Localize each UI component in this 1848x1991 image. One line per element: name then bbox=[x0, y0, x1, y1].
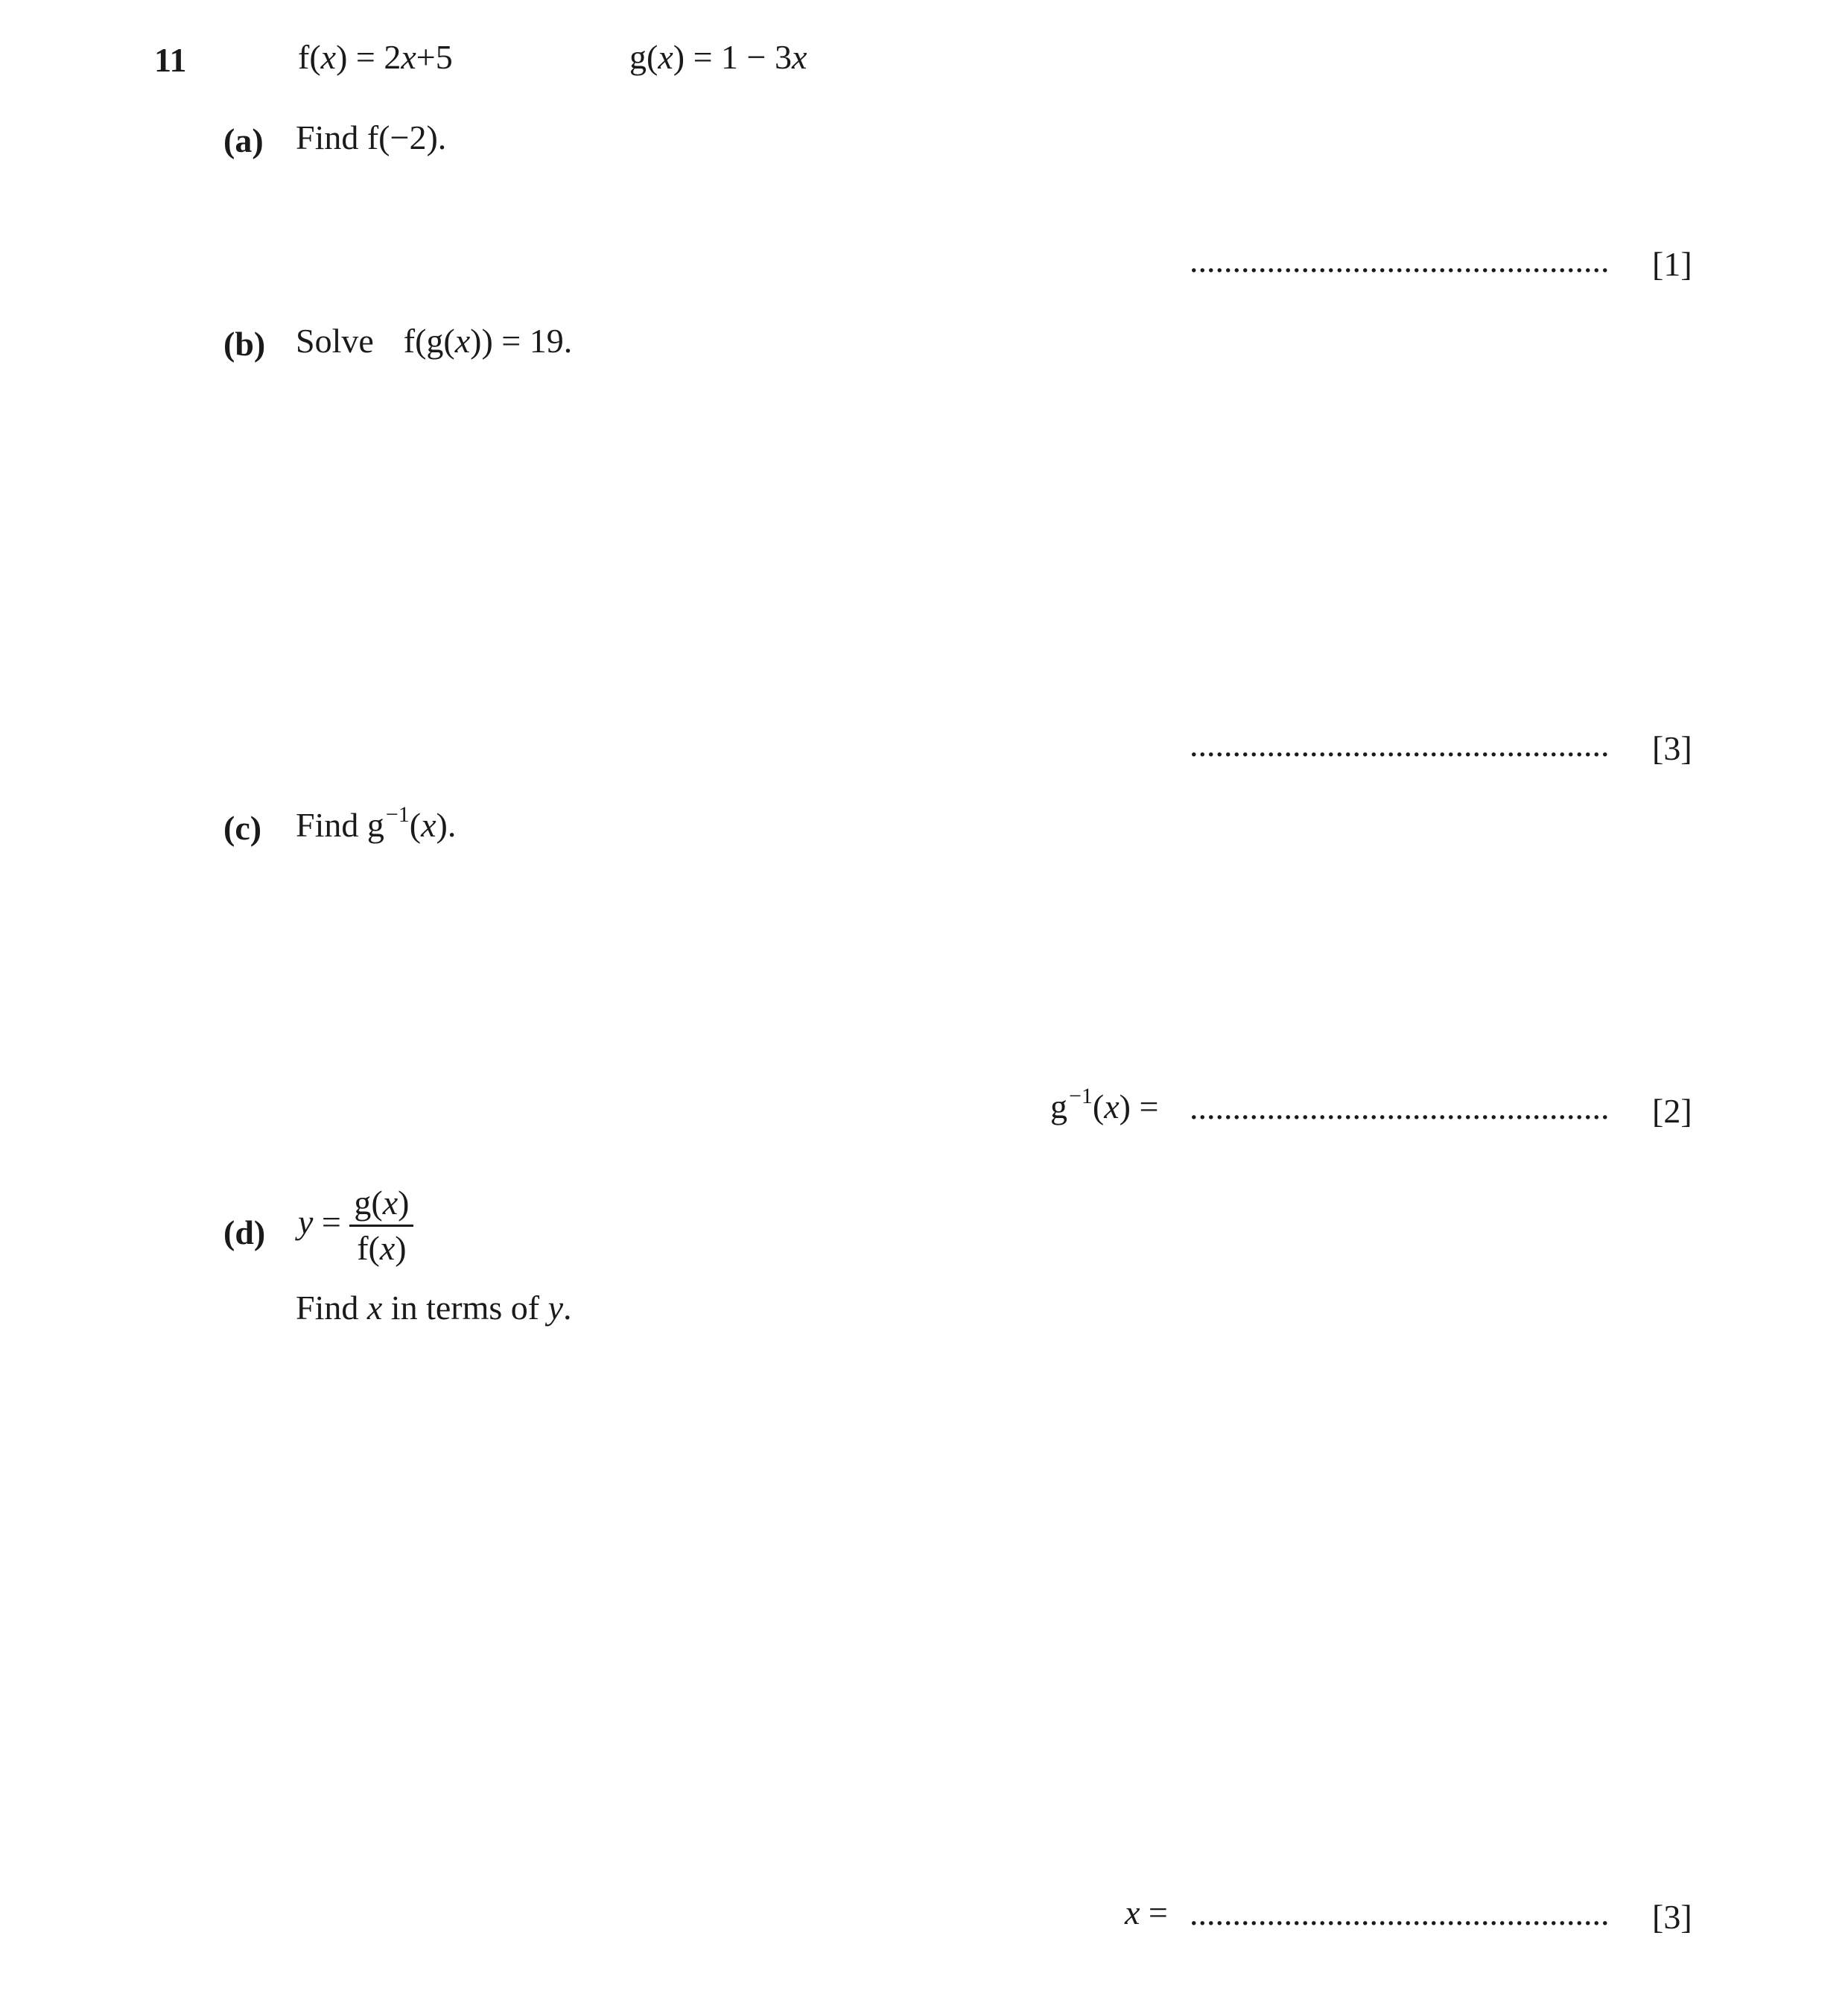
part-d-find: Find bbox=[296, 1289, 359, 1327]
den-pre: f( bbox=[357, 1229, 380, 1267]
part-d-mark: [3] bbox=[1652, 1898, 1692, 1936]
part-d-text bbox=[296, 1291, 572, 1325]
f-def-pre: f( bbox=[298, 38, 321, 76]
part-c-ans-sup: −1 bbox=[1069, 1084, 1093, 1108]
g-def-var: x bbox=[658, 38, 673, 76]
part-c-ans-var: x bbox=[1104, 1087, 1120, 1125]
part-c-find: Find g bbox=[296, 806, 384, 844]
question-number: 11 bbox=[154, 41, 187, 79]
part-c-ans-g: g bbox=[1050, 1087, 1067, 1125]
part-c-mark: [2] bbox=[1652, 1092, 1692, 1130]
f-definition bbox=[298, 40, 453, 74]
part-c-answer-line[interactable]: ................................................. bbox=[1190, 1088, 1610, 1126]
num-var: x bbox=[382, 1184, 399, 1222]
part-d-post: . bbox=[563, 1289, 572, 1327]
part-d-ans-x: x bbox=[1125, 1893, 1140, 1931]
f-def-tail: +5 bbox=[416, 38, 453, 76]
part-d-label: (d) bbox=[223, 1213, 266, 1251]
part-d-denominator bbox=[352, 1227, 410, 1266]
part-d-numerator bbox=[349, 1186, 413, 1227]
part-b-eq-var: x bbox=[454, 322, 471, 360]
part-c-var: x bbox=[421, 806, 436, 844]
part-c-text bbox=[296, 802, 457, 844]
part-b-eq-post: )) = 19. bbox=[470, 322, 573, 360]
den-post: ) bbox=[395, 1229, 407, 1267]
part-d-y: y bbox=[298, 1203, 314, 1242]
part-b-solve: Solve bbox=[296, 322, 374, 360]
f-def-var: x bbox=[320, 38, 337, 76]
f-def-var2: x bbox=[401, 38, 416, 76]
part-d-equation bbox=[298, 1186, 413, 1266]
part-a-mark: [1] bbox=[1652, 245, 1692, 283]
num-post: ) bbox=[398, 1184, 410, 1222]
part-c-answer-label bbox=[1050, 1084, 1159, 1125]
part-d-yvar: y bbox=[547, 1289, 564, 1327]
part-d-ans-eq: = bbox=[1148, 1893, 1168, 1931]
part-a-text: Find f(−2). bbox=[296, 118, 447, 156]
f-def-post: ) = 2 bbox=[336, 38, 401, 76]
part-b-answer-line[interactable]: ................................................. bbox=[1190, 725, 1610, 763]
part-c-open: ( bbox=[409, 806, 422, 844]
part-d-x: x bbox=[366, 1289, 383, 1327]
part-c-ans-post: ) = bbox=[1119, 1087, 1159, 1125]
part-c-label: (c) bbox=[223, 809, 262, 847]
part-c-ans-open: ( bbox=[1092, 1087, 1105, 1125]
part-d-fraction bbox=[349, 1186, 413, 1266]
num-pre: g( bbox=[354, 1184, 383, 1222]
part-d-answer-label bbox=[1125, 1893, 1168, 1931]
part-d-mid: in terms of bbox=[390, 1289, 540, 1327]
part-c-sup: −1 bbox=[385, 802, 410, 827]
part-b-text bbox=[296, 324, 572, 358]
part-d-answer-line[interactable]: ................................................. bbox=[1190, 1894, 1610, 1932]
den-var: x bbox=[379, 1229, 396, 1267]
part-d-equals: = bbox=[321, 1203, 341, 1242]
part-b-eq-pre: f(g( bbox=[403, 322, 455, 360]
part-b-label: (b) bbox=[223, 325, 266, 363]
part-a-label: (a) bbox=[223, 121, 264, 159]
g-definition bbox=[629, 40, 807, 74]
g-def-var2: x bbox=[791, 38, 807, 76]
part-c-post: ). bbox=[436, 806, 457, 844]
g-def-pre: g( bbox=[629, 38, 658, 76]
part-b-mark: [3] bbox=[1652, 729, 1692, 767]
part-a-answer-line[interactable]: ................................................. bbox=[1190, 241, 1610, 279]
g-def-post: ) = 1 − 3 bbox=[673, 38, 792, 76]
